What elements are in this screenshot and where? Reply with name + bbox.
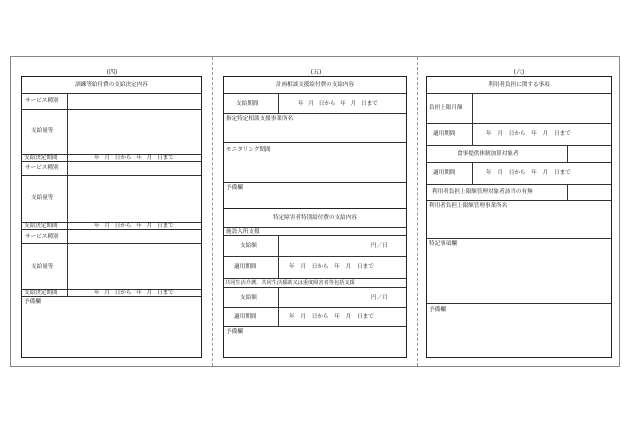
panel-title: 利用者負担に関する事項 xyxy=(488,82,550,88)
period-label: 支給決定期間 xyxy=(24,290,58,296)
period-value: 年 月 日から 年 月 日まで xyxy=(94,155,174,161)
remarks-label: 予備欄 xyxy=(226,329,243,335)
special-notes-label: 特記事項欄 xyxy=(429,241,457,247)
amount-unit: 円／月 xyxy=(371,295,388,301)
amount-label: 支給量等 xyxy=(31,128,54,134)
training-benefit-panel xyxy=(21,76,202,358)
amount-label: 支給量等 xyxy=(31,195,54,201)
apply-value: 年 月 日から 年 月 日まで xyxy=(486,170,571,176)
period-label: 支給決定期間 xyxy=(24,223,58,229)
facility-label: 施設入所支援 xyxy=(226,229,260,235)
period-value: 年 月 日から 年 月 日まで xyxy=(94,290,174,296)
period-value: 年 月 日から 年 月 日まで xyxy=(298,101,378,107)
apply-value: 年 月 日から 年 月 日まで xyxy=(289,314,374,320)
apply-value: 年 月 日から 年 月 日まで xyxy=(486,131,571,137)
fold-line xyxy=(417,57,418,366)
user-burden-panel xyxy=(426,76,612,358)
section-title: 特定障害者特別給付費の支給内容 xyxy=(273,215,357,221)
meal-label: 食事提供体制加算対象者 xyxy=(457,151,519,157)
apply-label: 適用期間 xyxy=(433,131,456,137)
group-label: 共同生活介護、共同生活援助又は重度障害者等包括支援 xyxy=(225,280,355,286)
planning-consultation-panel xyxy=(223,76,407,358)
period-label: 支給決定期間 xyxy=(24,155,58,161)
amount-label: 支給量等 xyxy=(31,264,54,270)
management-office-label: 利用者負担上限額管理事業所名 xyxy=(429,203,508,209)
monitoring-label: モニタリング期間 xyxy=(226,147,271,153)
office-label: 指定特定相談支援事業所名 xyxy=(226,116,294,122)
amount-unit: 円／日 xyxy=(371,243,388,249)
amount-label: 支給額 xyxy=(240,295,257,301)
service-type-label: サービス種別 xyxy=(25,234,59,240)
panel-number: (六) xyxy=(513,69,525,76)
service-type-label: サービス種別 xyxy=(25,165,59,171)
period-value: 年 月 日から 年 月 日まで xyxy=(94,223,174,229)
management-label: 利用者負担上限額管理対象者該当の有無 xyxy=(432,189,533,195)
panel-title: 訓練等給付費の支給決定内容 xyxy=(75,82,148,88)
fold-line xyxy=(212,57,213,366)
panel-number: (四) xyxy=(106,69,118,76)
service-type-label: サービス種別 xyxy=(25,98,59,104)
limit-label: 負担上限月額 xyxy=(429,105,463,111)
apply-label: 適用期間 xyxy=(234,264,257,270)
certificate-sheet xyxy=(10,56,620,367)
apply-label: 適用期間 xyxy=(234,314,257,320)
apply-label: 適用期間 xyxy=(433,170,456,176)
amount-label: 支給額 xyxy=(240,243,257,249)
remarks-label: 予備欄 xyxy=(429,307,446,313)
panel-title: 計画相談支援給付費の支給内容 xyxy=(275,82,355,88)
period-label: 支給期間 xyxy=(236,101,259,107)
remarks-label: 予備欄 xyxy=(24,299,41,305)
panel-number: (五) xyxy=(310,69,322,76)
apply-value: 年 月 日から 年 月 日まで xyxy=(289,264,374,270)
remarks-label: 予備欄 xyxy=(226,185,243,191)
